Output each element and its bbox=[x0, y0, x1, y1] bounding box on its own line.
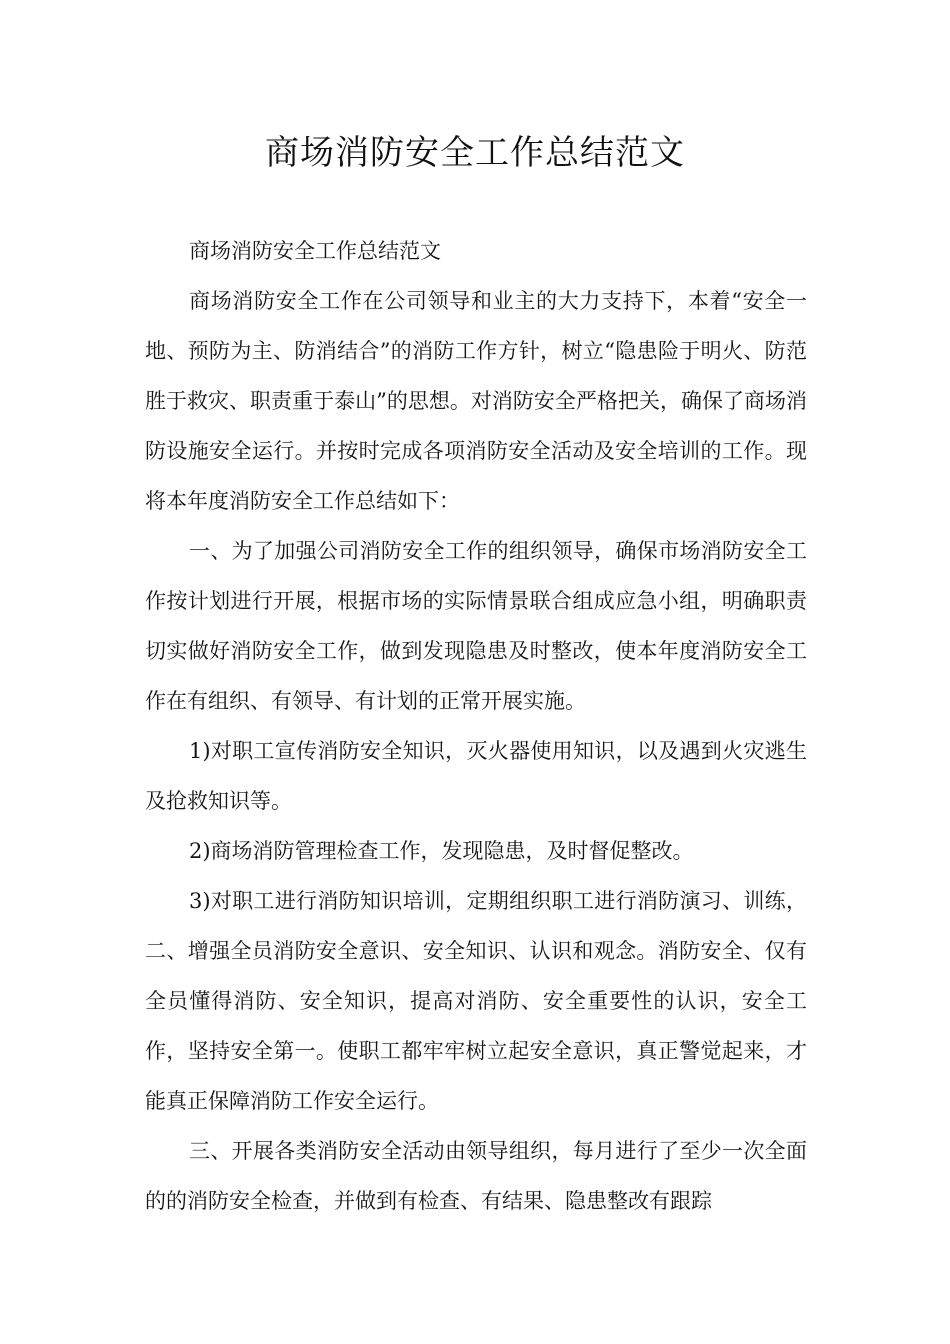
paragraph-section-one: 一、为了加强公司消防安全工作的组织领导，确保市场消防安全工作按计划进行开展，根据市场的实际情景联合组成应急小组，明确职责切实做好消防安全工作，做到发现隐患及时整改，使本年度消防安全工作在有组织、有领导、有计划的正常开展实施。 bbox=[145, 539, 807, 713]
paragraph-item-1: 1)对职工宣传消防安全知识，灭火器使用知识，以及遇到火灾逃生及抢救知识等。 bbox=[145, 739, 807, 813]
document-title: 商场消防安全工作总结范文 bbox=[265, 133, 685, 173]
paragraph-section-three: 三、开展各类消防安全活动由领导组织，每月进行了至少一次全面的的消防安全检查，并做到有检查、有结果、隐患整改有跟踪 bbox=[145, 1139, 807, 1213]
document-body bbox=[145, 226, 807, 1226]
paragraph-subtitle: 商场消防安全工作总结范文 bbox=[189, 239, 441, 263]
paragraph-item-2: 2)商场消防管理检查工作，发现隐患，及时督促整改。 bbox=[189, 839, 694, 863]
paragraph-intro: 商场消防安全工作在公司领导和业主的大力支持下，本着“安全一地、预防为主、防消结合”的消防工作方针，树立“隐患险于明火、防范胜于救灾、职责重于泰山”的思想。对消防安全严格把关，确保了商场消防设施安全运行。并按时完成各项消防安全活动及安全培训的工作。现将本年度消防安全工作总结如下： bbox=[145, 289, 807, 513]
paragraph-item-3: 3)对职工进行消防知识培训，定期组织职工进行消防演习、训练，二、增强全员消防安全意识、安全知识、认识和观念。消防安全、仅有全员懂得消防、安全知识，提高对消防、安全重要性的认识，安全工作，坚持安全第一。使职工都牢牢树立起安全意识，真正警觉起来，才能真正保障消防工作安全运行。 bbox=[145, 889, 807, 1113]
